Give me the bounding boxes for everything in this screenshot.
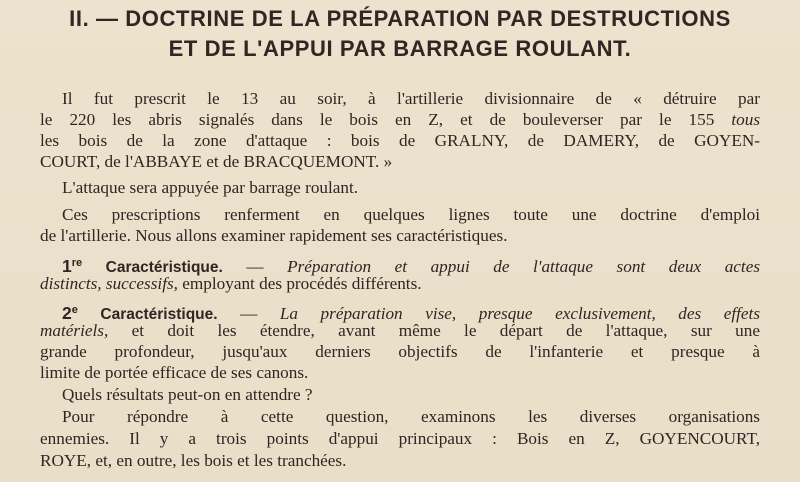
characteristic-2-emphasis: La préparation vise, presque exclusivement, des effets: [279, 304, 761, 323]
characteristic-2-number: 2e: [62, 303, 78, 323]
paragraph-5-line-2: ennemies. Il y a trois points d'appui principaux : Bois en Z, GOYENCOURT,: [40, 429, 760, 448]
paragraph-3-line-2: de l'artillerie. Nous allons examiner rapidement ses caractéristiques.: [40, 226, 508, 245]
characteristic-2-line-4: limite de portée efficace de ses canons.: [40, 363, 309, 382]
paragraph-1-line-2: [40, 109, 760, 131]
paragraph-3-line-1: Ces prescriptions renferment en quelques lignes toute une doctrine d'emploi: [62, 205, 760, 224]
characteristic-2-label: Caractéristique.: [100, 306, 218, 323]
characteristic-1-line-1: 1re Caractéristique. — Préparation et appui de l'attaque sont deux actes: [62, 256, 761, 276]
characteristic-1-line-2: distincts, successifs, employant des procédés différents.: [40, 274, 422, 293]
paragraph-1-line-1: Il fut prescrit le 13 au soir, à l'artillerie divisionnaire de « détruire par: [62, 89, 760, 108]
characteristic-2-line-2: matériels, et doit les étendre, avant même le départ de l'attaque, sur une: [40, 321, 760, 340]
characteristic-1-emphasis: Préparation et appui de l'attaque sont deux actes: [287, 257, 761, 276]
paragraph-1-line-3: les bois de la zone d'attaque : bois de GRALNY, de DAMERY, de GOYEN-: [40, 131, 760, 150]
characteristic-2-line-3: grande profondeur, jusqu'aux derniers objectifs de l'infanterie et presque à: [40, 342, 760, 361]
paragraph-1-emphasis: tous: [731, 110, 761, 129]
characteristic-1-number: 1re: [62, 256, 83, 276]
paragraph-5-line-1: Pour répondre à cette question, examinons les diverses organisations: [62, 407, 760, 426]
characteristic-2-line-1: 2e Caractéristique. — La préparation vise, presque exclusivement, des effets: [62, 303, 761, 323]
section-heading-line-1: II. — DOCTRINE DE LA PRÉPARATION PAR DESTRUCTIONS: [69, 6, 731, 31]
paragraph-2-line-1: L'attaque sera appuyée par barrage roulant.: [62, 178, 359, 197]
characteristic-1-emphasis-2: distincts, successifs,: [40, 274, 178, 293]
paragraph-5-line-3: ROYE, et, en outre, les bois et les tranchées.: [40, 451, 347, 470]
characteristic-1-label: Caractéristique.: [105, 259, 223, 276]
paragraph-1-line-4: COURT, de l'ABBAYE et de BRACQUEMONT. »: [40, 152, 393, 171]
paragraph-1-line-2-text: le 220 les abris signalés dans le bois en Z, et de bouleverser par le 155: [40, 110, 715, 129]
characteristic-2-emphasis-2: matériels,: [40, 321, 109, 340]
paragraph-4-line-1: Quels résultats peut-on en attendre ?: [62, 385, 313, 404]
section-heading-line-2: ET DE L'APPUI PAR BARRAGE ROULANT.: [168, 36, 632, 61]
